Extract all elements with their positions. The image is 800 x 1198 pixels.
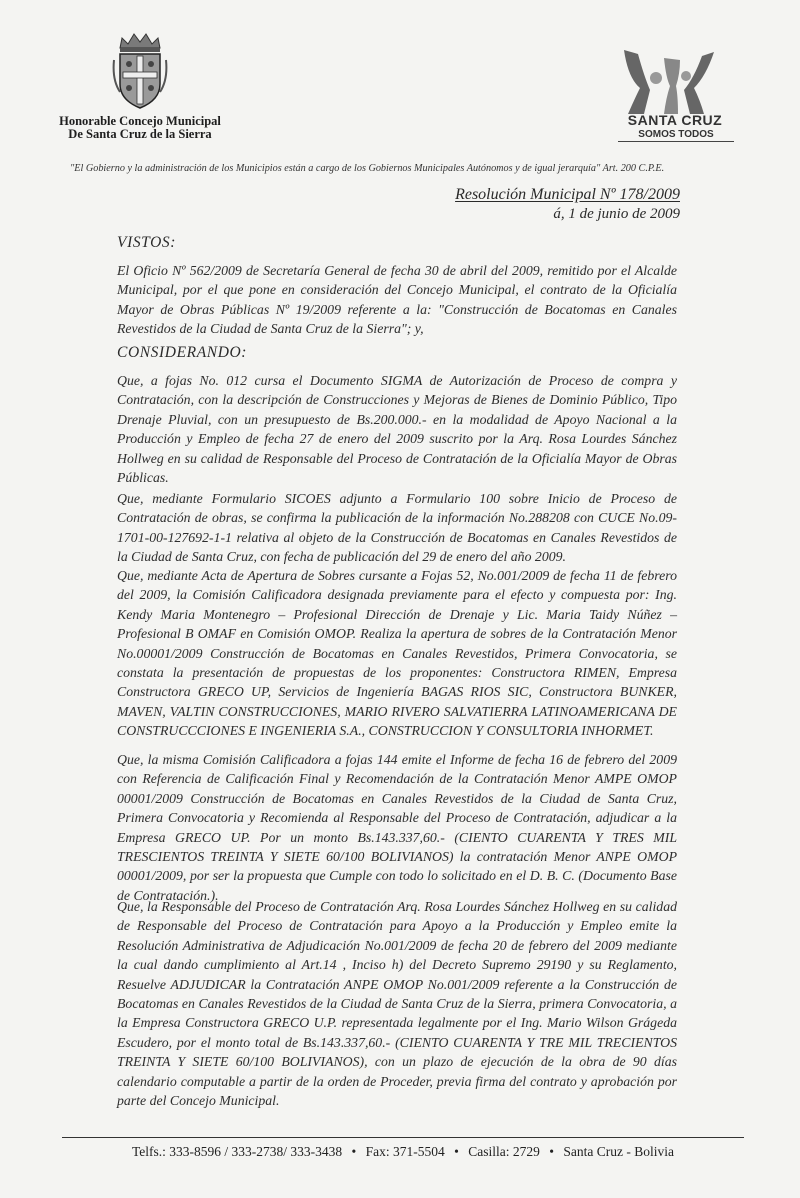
paragraph-oficio: El Oficio Nº 562/2009 de Secretaría General de fecha 30 de abril del 2009, remitido por el Alcalde Municipal, por el que pone en consideración del Concejo Municipal, el contrato de la Oficialía Mayor de Obras Públicas Nº 19/2009 referente a la: "Construcción de Bocatomas en Canales Revestidos de la Ciudad de Santa Cruz de la Sierra"; y,	[117, 263, 677, 337]
council-name-line2: De Santa Cruz de la Sierra	[68, 127, 212, 141]
resolution-title: Resolución Municipal Nº 178/2009	[455, 186, 680, 203]
santa-cruz-somos-todos-logo-icon	[594, 48, 744, 118]
paragraph-calificacion: Que, la misma Comisión Calificadora a fojas 144 emite el Informe de fecha 16 de febrero del 2009 con Referencia de Calificación Final y Recomendación de la Contratación Menor AMPE OMOP 00001/2009 Construcción de Bocatomas en Canales Revestidos de la Ciudad de Santa Cruz, Primera Convocatoria y Recomienda al Responsable del Proceso de Contratación, adjudicar a la Empresa GRECO UP. Por un monto Bs.143.337,60.- (CIENTO CUARENTA Y TRES MIL TRESCIENTOS TREINTA Y SIETE 60/100 BOLIVIANOS) la contratación Menor ANPE OMOP 00001/2009, por ser la propuesta que Cumple con todo lo solicitado en el D. B. C. (Documento Base de Contratación.).	[117, 752, 677, 903]
footer-po-box: Casilla: 2729	[468, 1144, 540, 1159]
paragraph-adjudicacion: Que, la Responsable del Proceso de Contratación Arq. Rosa Lourdes Sánchez Hollweg en su calidad de Responsable del Proceso de Contratación para Apoyo a la Producción y Empleo emite la Resolución Administrativa de Adjudicación No.001/2009 de fecha 20 de febrero del 2009 mediante la cual dando cumplimiento al Art.14 , Inciso h) del Decreto Supremo 29190 y su Reglamento, Resuelve ADJUDICAR la Contratación ANPE OMOP No.001/2009 referente a la Construcción de Bocatomas en Canales Revestidos de la Ciudad de Santa Cruz de la Sierra, primera Convocatoria, a la Empresa Constructora GRECO U.P. representada legalmente por el Ing. Mario Wilson Grágeda Escudero, por el monto total de Bs.143.337,60.- (CIENTO CUARENTA Y TRE MIL TRECIENTOS TREINTA Y SIETE 60/100 BOLIVIANOS), con un plazo de ejecución de la obra de 90 días calendario computable a partir de la orden de Proceder, previa firma del contrato y aprobación por parte del Concejo Municipal.	[117, 899, 677, 1109]
paragraph-acta-apertura: Que, mediante Acta de Apertura de Sobres cursante a Fojas 52, No.001/2009 de fecha 11 de febrero del 2009, la Comisión Calificadora designada previamente para el efecto y compuesta por: Ing. Kendy Maria Montenegro – Profesional Dirección de Drenaje y Lic. Maria Taidy Núñez – Profesional B OMAF en Comisión OMOP. Realiza la apertura de sobres de la Contratación Menor No.00001/2009 Construcción de Bocatomas en Canales Revestidos, Primera Convocatoria, se constata la presentación de propuestas de los proponentes: Constructora RIMEN, Empresa Constructora GRECO UP, Servicios de Ingeniería BAGAS RIOS SIC, Constructora BUNKER, MAVEN, VALTIN CONSTRUCCIONES, MARIO RIVERO SALVATIERRA LATINOAMERICANA DE CONSTRUCCCIONES E INGENIERIA S.A., CONSTRUCCION Y CONSULTORIA INHORMET.	[117, 568, 677, 739]
heading-vistos: VISTOS:	[117, 234, 177, 251]
resolution-date: á, 1 de junio de 2009	[553, 206, 680, 222]
council-name	[40, 115, 240, 141]
footer-separator: •	[454, 1144, 459, 1159]
footer-separator: •	[549, 1144, 554, 1159]
footer-phones: Telfs.: 333-8596 / 333-2738/ 333-3438	[132, 1144, 343, 1159]
footer-contact	[62, 1144, 744, 1160]
footer-fax: Fax: 371-5504	[365, 1144, 445, 1159]
logo-name: SANTA CRUZ	[627, 112, 723, 128]
footer-divider	[62, 1137, 744, 1138]
heading-considerando: CONSIDERANDO:	[117, 344, 248, 361]
council-name-line1: Honorable Concejo Municipal	[59, 114, 221, 128]
constitution-quote: "El Gobierno y la administración de los Municipios están a cargo de los Gobiernos Municipales Autónomos y de igual jerarquía" Art. 200 C.P.E.	[70, 163, 665, 174]
paragraph-sicoes: Que, mediante Formulario SICOES adjunto a Formulario 100 sobre Inicio de Proceso de Contratación de obras, se confirma la publicación de la información No.288208 con CUCE No.09-1701-00-127692-1-1 relativa al objeto de la Construcción de Bocatomas en Canales Revestidos de la Ciudad de Santa Cruz, con fecha de publicación del 29 de enero del año 2009.	[117, 491, 677, 565]
footer-separator: •	[351, 1144, 357, 1159]
paragraph-sigma: Que, a fojas No. 012 cursa el Documento SIGMA de Autorización de Proceso de compra y Contratación, con la descripción de Construcciones y Mejoras de Bienes de Dominio Público, Tipo Drenaje Pluvial, con un presupuesto de Bs.200.000.- en la modalidad de Apoyo Nacional a la Producción y Empleo de fecha 27 de enero del 2009 suscrito por la Arq. Rosa Lourdes Sánchez Hollweg en su calidad de Responsable del Proceso de Contratación de la Oficialía Mayor de Obras Públicas.	[117, 373, 677, 486]
logo-slogan: SOMOS TODOS	[618, 129, 734, 142]
municipal-coat-of-arms-icon	[112, 30, 168, 110]
footer-city: Santa Cruz - Bolivia	[563, 1144, 674, 1159]
